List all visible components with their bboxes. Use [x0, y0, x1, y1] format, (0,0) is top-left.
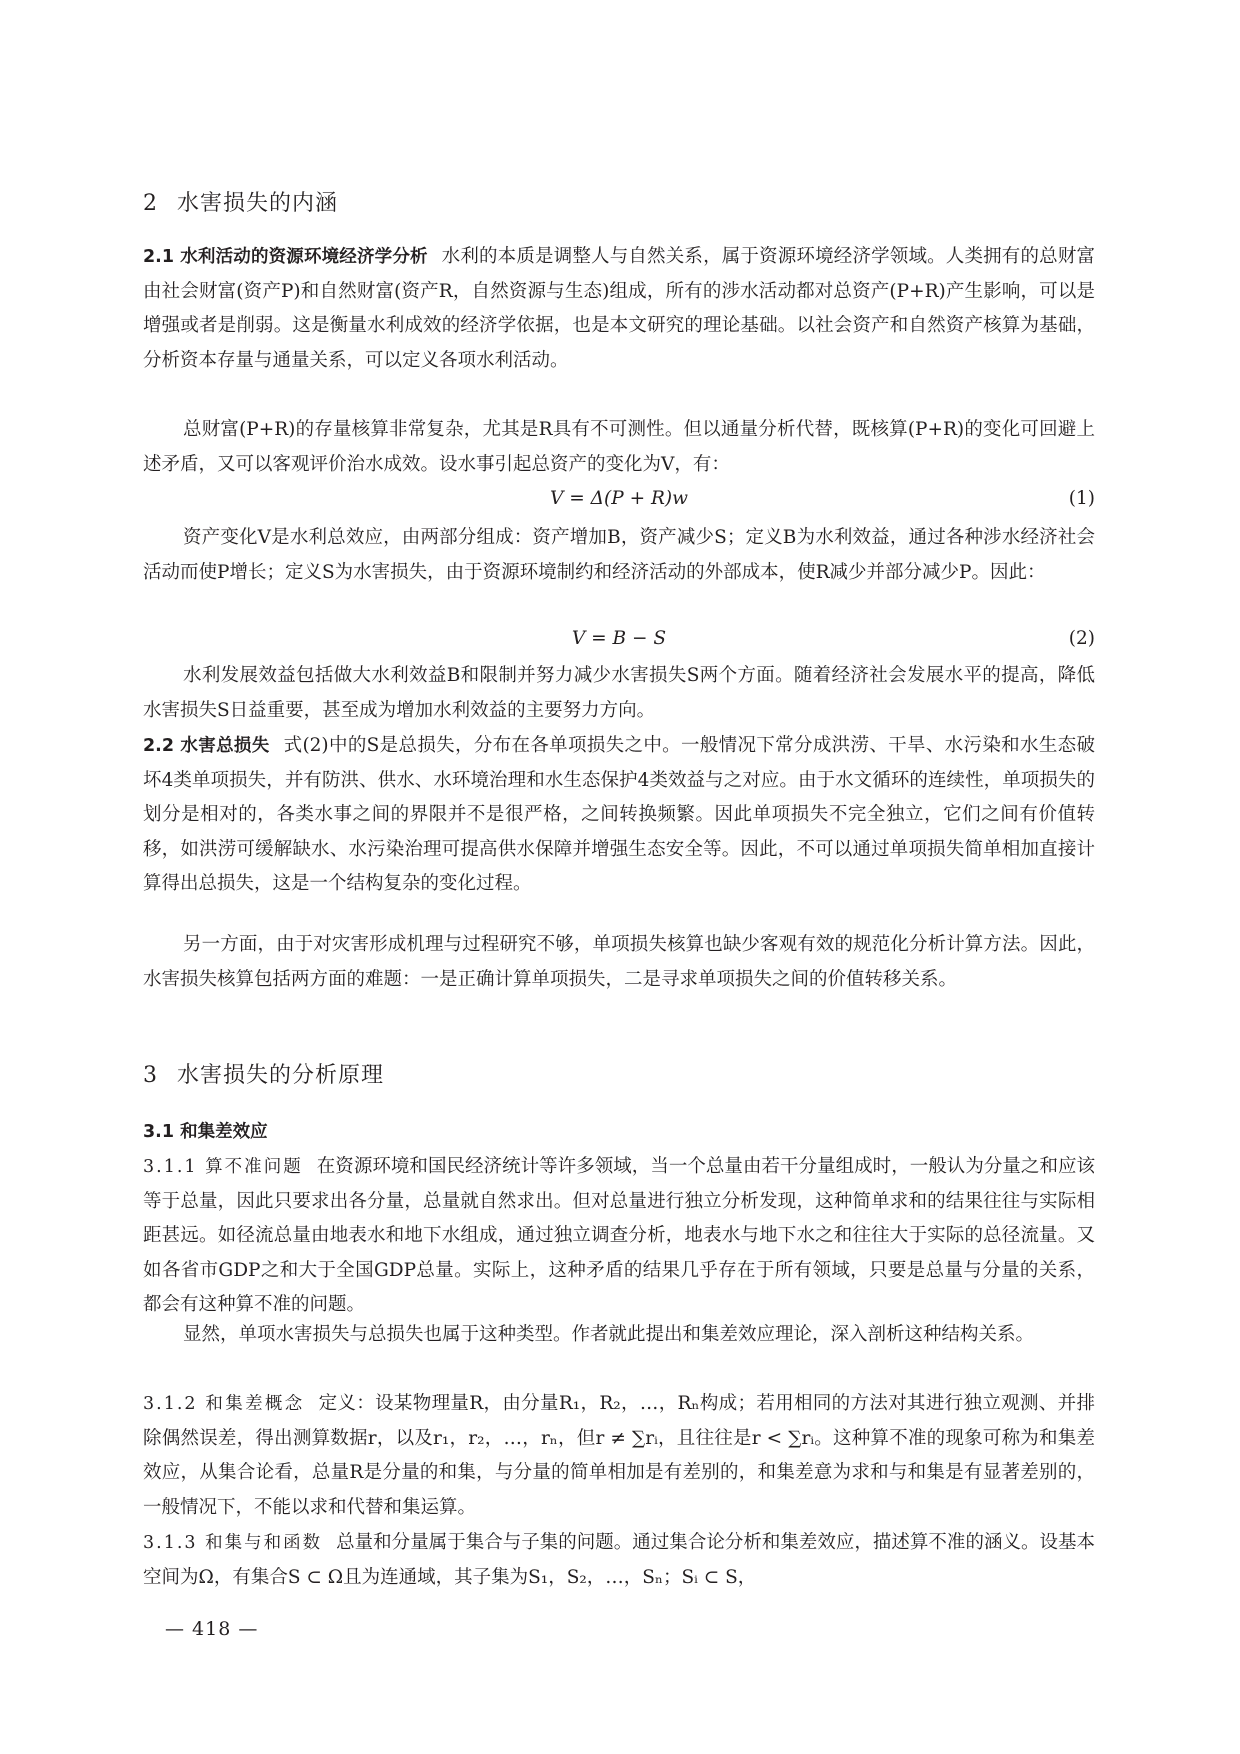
paragraph-text: 水利发展效益包括做大水利效益B和限制并努力减少水害损失S两个方面。随着经济社会发展水平的提高，降低水害损失S日益重要，甚至成为增加水利效益的主要努力方向。 [143, 665, 1095, 721]
paragraph-text: 定义：设某物理量R，由分量R₁，R₂，…，Rₙ构成；若用相同的方法对其进行独立观测、并排除偶然误差，得出测算数据r，以及r₁，r₂，…，rₙ，但r ≠ ∑rᵢ，且往往是r < ∑rᵢ。这种算不准的现象可称为和集差效应，从集合论看，总量R是分量的和集，与分量的简单相加是有差别的，和集差意为求和与和集是有显著差别的，一般情况下，不能以求和代替和集运算。 [143, 1393, 1095, 1518]
section-heading-3 [143, 1058, 384, 1089]
paragraph-2-2 [143, 729, 1095, 902]
section-number: 2 [143, 191, 158, 216]
paragraph-text: 总量和分量属于集合与子集的问题。通过集合论分析和集差效应，描述算不准的涵义。设基本空间为Ω，有集合S ⊂ Ω且为连通域，其子集为S₁，S₂，…，Sₙ；Sᵢ ⊂ S， [143, 1532, 1095, 1588]
paragraph-3-1-2 [143, 1387, 1095, 1525]
subsection-heading-3-1: 3.1 和集差效应 [143, 1122, 268, 1142]
paragraph-text: 资产变化V是水利总效应，由两部分组成：资产增加B，资产减少S；定义B为水利效益，通过各种涉水经济社会活动而使P增长；定义S为水害损失，由于资源环境制约和经济活动的外部成本，使R减少并部分减少P。因此： [143, 527, 1095, 583]
subsection-heading-2-1: 2.1 水利活动的资源环境经济学分析 [143, 247, 428, 267]
paragraph-other-aspect [143, 928, 1095, 997]
paragraph-text: 式(2)中的S是总损失，分布在各单项损失之中。一般情况下常分成洪涝、干旱、水污染和水生态破坏4类单项损失，并有防洪、供水、水环境治理和水生态保护4类效益与之对应。由于水文循环的连续性，单项损失的划分是相对的，各类水事之间的界限并不是很严格，之间转换频繁。因此单项损失不完全独立，它们之间有价值转移，如洪涝可缓解缺水、水污染治理可提高供水保障并增强生态安全等。因此，不可以通过单项损失简单相加直接计算得出总损失，这是一个结构复杂的变化过程。 [143, 735, 1096, 894]
section-heading-2 [143, 186, 338, 217]
paragraph-text: 显然，单项水害损失与总损失也属于这种类型。作者就此提出和集差效应理论，深入剖析这种结构关系。 [183, 1324, 1035, 1345]
paragraph-2-1 [143, 240, 1095, 378]
subsubsection-heading-3-1-3: 3.1.3 和集与和函数 [143, 1533, 323, 1553]
subsection-heading-2-2: 2.2 水害总损失 [143, 736, 270, 756]
paragraph-text: 总财富(P+R)的存量核算非常复杂，尤其是R具有不可测性。但以通量分析代替，既核算(P+R)的变化可回避上述矛盾，又可以客观评价治水成效。设水事引起总资产的变化为V，有： [143, 419, 1095, 475]
paragraph-3-1-1 [143, 1150, 1095, 1323]
equation-expression: V = B − S [571, 628, 667, 649]
paragraph-benefit [143, 659, 1095, 728]
paragraph-asset-change [143, 521, 1095, 590]
page-number: — 418 — [165, 1618, 259, 1640]
equation-1 [143, 482, 1095, 516]
paragraph-text: 在资源环境和国民经济统计等许多领域，当一个总量由若干分量组成时，一般认为分量之和应该等于总量，因此只要求出各分量，总量就自然求出。但对总量进行独立分析发现，这种简单求和的结果往往与实际相距甚远。如径流总量由地表水和地下水组成，通过独立调查分析，地表水与地下水之和往往大于实际的总径流量。又如各省市GDP之和大于全国GDP总量。实际上，这种矛盾的结果几乎存在于所有领域，只要是总量与分量的关系，都会有这种算不准的问题。 [143, 1156, 1095, 1315]
equation-number: (2) [1068, 628, 1095, 649]
subsection-heading-3-1-block [143, 1115, 1095, 1150]
paragraph-total-wealth [143, 413, 1095, 482]
section-title: 水害损失的分析原理 [177, 1063, 385, 1088]
paragraph-obviously [143, 1318, 1095, 1353]
equation-2 [143, 622, 1095, 656]
subsubsection-heading-3-1-2: 3.1.2 和集差概念 [143, 1394, 305, 1414]
paragraph-text: 水利的本质是调整人与自然关系，属于资源环境经济学领域。人类拥有的总财富由社会财富(资产P)和自然财富(资产R，自然资源与生态)组成，所有的涉水活动都对总资产(P+R)产生影响，可以是增强或者是削弱。这是衡量水利成效的经济学依据，也是本文研究的理论基础。以社会资产和自然资产核算为基础，分析资本存量与通量关系，可以定义各项水利活动。 [143, 246, 1095, 371]
subsubsection-heading-3-1-1: 3.1.1 算不准问题 [143, 1157, 303, 1177]
section-title: 水害损失的内涵 [177, 191, 339, 216]
paragraph-text: 另一方面，由于对灾害形成机理与过程研究不够，单项损失核算也缺少客观有效的规范化分析计算方法。因此，水害损失核算包括两方面的难题：一是正确计算单项损失，二是寻求单项损失之间的价值转移关系。 [143, 934, 1095, 990]
section-number: 3 [143, 1063, 158, 1088]
paragraph-3-1-3 [143, 1526, 1095, 1595]
equation-number: (1) [1068, 488, 1095, 509]
equation-expression: V = Δ(P + R)w [550, 488, 688, 509]
